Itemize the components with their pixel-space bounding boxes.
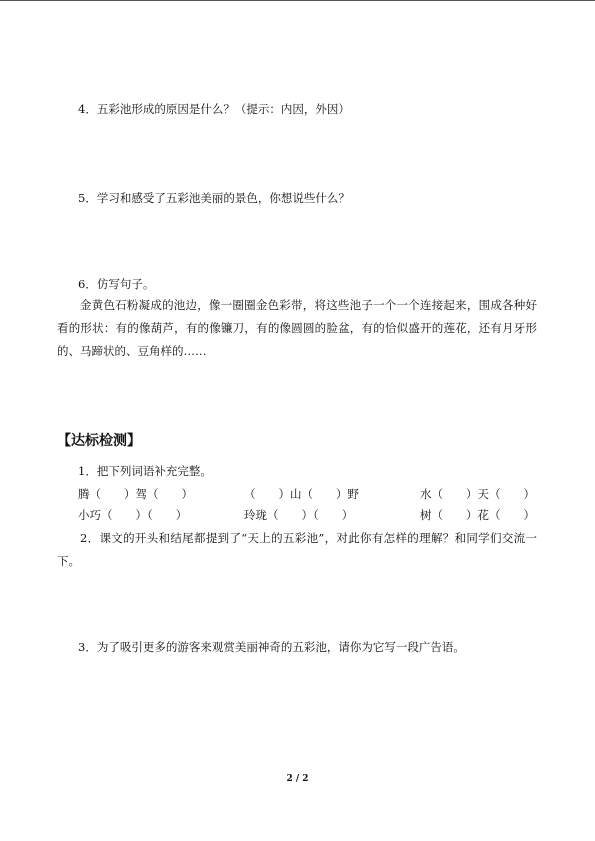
fill-blank-1: 腾（ ）驾（ ） [78, 487, 193, 501]
fill-blank-3: 水（ ）天（ ） [420, 487, 535, 501]
fill-blank-4: 小巧（ ）（ ） [78, 508, 188, 522]
fill-blank-5: 玲珑（ ）（ ） [244, 508, 354, 522]
question-5: 5．学习和感受了五彩池美丽的景色，你想说些什么？ [78, 191, 350, 205]
fill-blank-2: （ ）山（ ）野 [244, 487, 359, 501]
section-question-1: 1．把下列词语补充完整。 [78, 464, 212, 478]
fill-blank-6: 树（ ）花（ ） [420, 508, 535, 522]
section-question-2: 2．课文的开头和结尾都提到了“天上的五彩池”，对此你有怎样的理解？和同学们交流一下。 [57, 531, 537, 568]
question-4: 4．五彩池形成的原因是什么？（提示：内因，外因） [78, 102, 350, 116]
page-number: 2 / 2 [286, 774, 309, 784]
question-6-passage: 金黄色石粉凝成的池边，像一圈圈金色彩带，将这些池子一个一个连接起来，围成各种好看的形状：有的像葫芦，有的像镰刀，有的像圆圆的脸盆，有的恰似盛开的莲花，还有月牙形的、马蹄状的、豆角样的…… [57, 298, 537, 358]
section-title: 【达标检测】 [57, 433, 141, 449]
question-6: 6．仿写句子。 [78, 277, 155, 291]
section-question-3: 3．为了吸引更多的游客来观赏美丽神奇的五彩池，请你为它写一段广告语。 [78, 640, 465, 654]
page-top-border [0, 0, 595, 1]
